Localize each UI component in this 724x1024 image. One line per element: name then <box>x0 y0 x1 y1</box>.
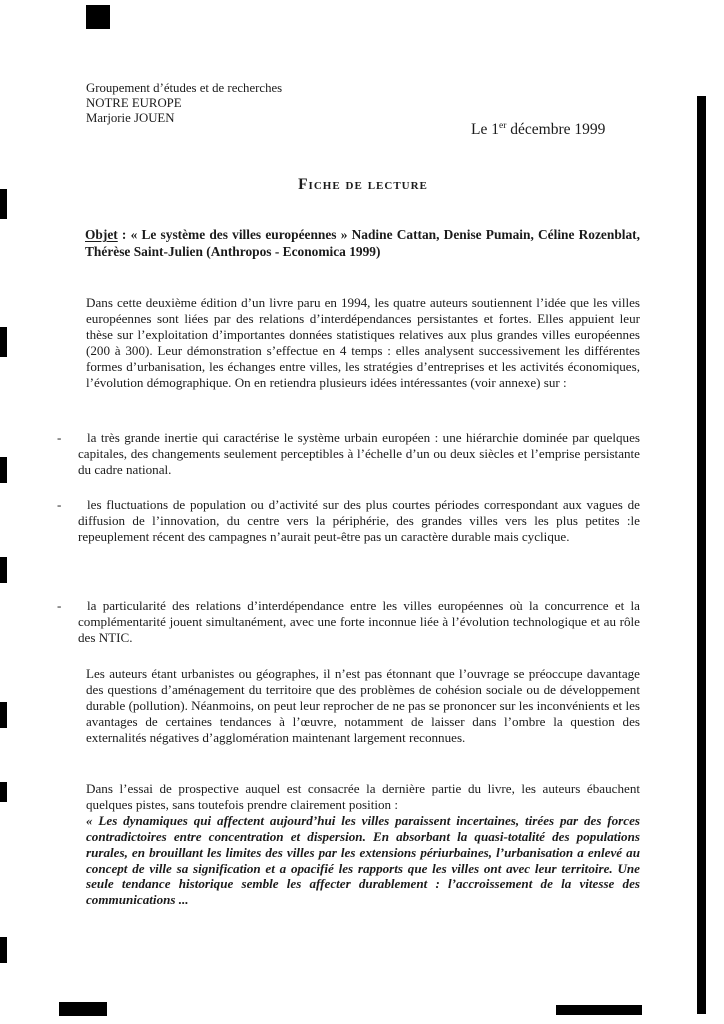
scan-artifact-left-edge <box>0 937 7 963</box>
scan-artifact-left-edge <box>0 557 7 583</box>
org-title-line: NOTRE EUROPE <box>86 96 182 111</box>
bullet-dash: - <box>57 598 62 613</box>
scan-artifact-bottom-edge <box>556 1005 642 1015</box>
document-date <box>471 121 605 139</box>
subject-label: Objet <box>85 227 118 242</box>
date-prefix: Le 1 <box>471 121 499 138</box>
bullet-text: la particularité des relations d’interdépendance entre les villes européennes où la concurrence et la complémentarité jouent simultanément, avec une forte inconnue liée à l’évolution technologique et au rôle des NTIC. <box>78 598 640 645</box>
scan-artifact-left-edge <box>0 782 7 802</box>
page-title: Fiche de lecture <box>298 176 428 193</box>
bullet-item <box>57 497 640 545</box>
bullet-item <box>57 598 640 646</box>
date-ordinal-superscript: er <box>498 120 507 131</box>
org-name-line: Groupement d’études et de recherches <box>86 81 283 95</box>
body-paragraph <box>86 781 640 908</box>
scan-artifact-bottom-edge <box>59 1002 107 1016</box>
scan-artifact-right-edge <box>697 96 706 1014</box>
bullet-text: la très grande inertie qui caractérise le système urbain européen : une hiérarchie dominée par quelques capitales, des changements seulement perceptibles à l’échelle d’un ou deux siècles et l’emprise persistante du cadre national. <box>78 430 640 477</box>
scan-artifact-left-edge <box>0 702 7 728</box>
bullet-item <box>57 430 640 478</box>
scan-artifact-left-edge <box>0 457 7 483</box>
date-suffix: décembre 1999 <box>506 121 606 138</box>
closing-intro-text: Dans l’essai de prospective auquel est consacrée la dernière partie du livre, les auteurs ébauchent quelques pistes, sans toutefois prendre clairement position : <box>86 781 640 812</box>
body-paragraph: Les auteurs étant urbanistes ou géographes, il n’est pas étonnant que l’ouvrage se préoccupe davantage des questions d’aménagement du territoire que des problèmes de cohésion sociale ou de développement durable (pollution). Néanmoins, on peut leur reprocher de ne pas se prononcer sur les inconvénients et les avantages de certaines tendances à l’œuvre, notamment de laisser dans l’ombre la question des externalités négatives d’agglomération maintenant largement reconnues. <box>86 666 640 745</box>
bullet-dash: - <box>57 497 62 512</box>
subject-text: « Le système des villes européennes » Nadine Cattan, Denise Pumain, Céline Rozenblat, Thérèse Saint-Julien (Anthropos - Economica 1999) <box>85 227 640 259</box>
body-paragraph: Dans cette deuxième édition d’un livre paru en 1994, les quatre auteurs soutiennent l’idée que les villes européennes sont liées par des relations d’interdépendances persistantes et fortes. Elles appuient leur thèse sur l’exploitation d’importantes données statistiques relatives aux plus grandes villes européennes (200 à 300). Leur démonstration s’effectue en 4 temps : elles analysent successivement les différentes formes d’urbanisation, les échanges entre villes, les stratégies d’entreprises et les activités économiques, l’évolution démographique. On en retiendra plusieurs idées intéressantes (voir annexe) sur : <box>86 295 640 390</box>
scan-artifact-left-edge <box>0 189 7 219</box>
subject-separator: : <box>117 227 127 242</box>
scan-artifact-left-edge <box>0 327 7 357</box>
scan-artifact-top-left <box>86 5 110 29</box>
author-name: Marjorie JOUEN <box>86 111 175 126</box>
bullet-text: les fluctuations de population ou d’activité sur des plus courtes périodes correspondant aux vagues de diffusion de l’innovation, du centre vers la périphérie, des grandes villes vers les plus petites :le repeuplement récent des campagnes n’aurait peut-être pas un caractère durable mais cyclique. <box>78 497 640 544</box>
letterhead <box>86 81 282 127</box>
subject-line <box>85 226 640 260</box>
book-quote-text: « Les dynamiques qui affectent aujourd’hui les villes paraissent incertaines, tirées par des forces contradictoires entre concentration et dispersion. En absorbant la quasi-totalité des populations rurales, en brouillant les limites des villes par les extensions périurbaines, l’urbanisation a enlevé au concept de ville sa signification et a opacifié les rapports que les villes ont avec leur territoire. Une seule tendance historique semble les affecter durablement : l’accroissement de la vitesse des communications ... <box>86 812 640 908</box>
bullet-dash: - <box>57 430 62 445</box>
